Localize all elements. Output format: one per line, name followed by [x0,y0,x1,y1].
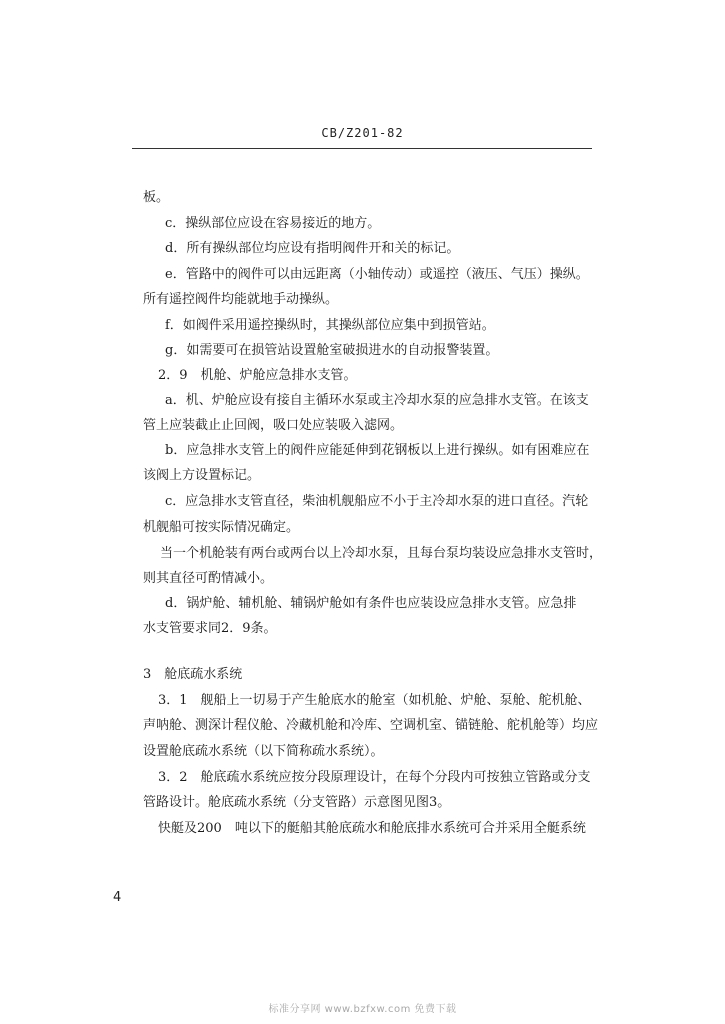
body-line-10: 管上应装截止止回阀，吸口处应装吸入滤网。 [143,418,404,433]
body-line-11: b．应急排水支管上的阀件应能延伸到花钢板以上进行操纵。如有困难应在 [165,443,590,458]
body-line-25: 快艇及200 吨以下的艇船其舱底疏水和舱底排水系统可合并采用全艇系统 [158,821,586,836]
page-number: 4 [113,890,122,905]
section-heading-2-9: 2．9 机舱、炉舱应急排水支管。 [158,368,357,383]
body-line-15: 当一个机舱装有两台或两台以上冷却水泵，且每台泵均装设应急排水支管时， [160,546,603,561]
header-rule [132,148,592,149]
body-line-12: 该阀上方设置标记。 [143,468,261,483]
body-line-24: 管路设计。舱底疏水系统（分支管路）示意图见图3。 [143,795,451,810]
document-code-header: CB/Z201-82 [321,126,404,140]
body-line-1: 板。 [143,190,170,205]
body-line-16: 则其直径可酌情减小。 [143,571,274,586]
body-line-21: 声呐舱、测深计程仪舱、冷藏机舱和冷库、空调机室、锚链舱、舵机舱等）均应 [143,718,599,733]
body-line-13: c．应急排水支管直径，柴油机舰船应不小于主冷却水泵的进口直径。汽轮 [165,494,589,509]
body-line-9: a．机、炉舱应设有接自主循环水泵或主冷却水泵的应急排水支管。在该支 [165,393,589,408]
body-line-6: f．如阀件采用遥控操纵时，其操纵部位应集中到损管站。 [165,318,495,333]
footer-watermark: 标准分享网 www.bzfxw.com 免费下载 [268,1004,457,1015]
body-line-22: 设置舱底疏水系统（以下简称疏水系统）。 [143,744,384,759]
body-line-20: 3．1 舰船上一切易于产生舱底水的舱室（如机舱、炉舱、泵舱、舵机舱、 [158,693,591,708]
body-line-7: g．如需要可在损管站设置舱室破损进水的自动报警装置。 [165,343,499,358]
body-line-4: e．管路中的阀件可以由远距离（小轴传动）或遥控（液压、气压）操纵。 [165,267,589,282]
body-line-3: d．所有操纵部位均应设有指明阀件开和关的标记。 [165,241,460,256]
body-line-5: 所有遥控阀件均能就地手动操纵。 [143,292,339,307]
body-line-2: c．操纵部位应设在容易接近的地方。 [165,216,381,231]
body-line-14: 机舰船可按实际情况确定。 [143,520,300,535]
body-line-18: 水支管要求同2．9条。 [143,621,277,636]
body-line-17: d．锅炉舱、辅机舱、辅锅炉舱如有条件也应装设应急排水支管。应急排 [165,596,577,611]
body-line-23: 3．2 舱底疏水系统应按分段原理设计，在每个分段内可按独立管路或分支 [158,770,591,785]
section-heading-3: 3 舱底疏水系统 [143,667,243,682]
